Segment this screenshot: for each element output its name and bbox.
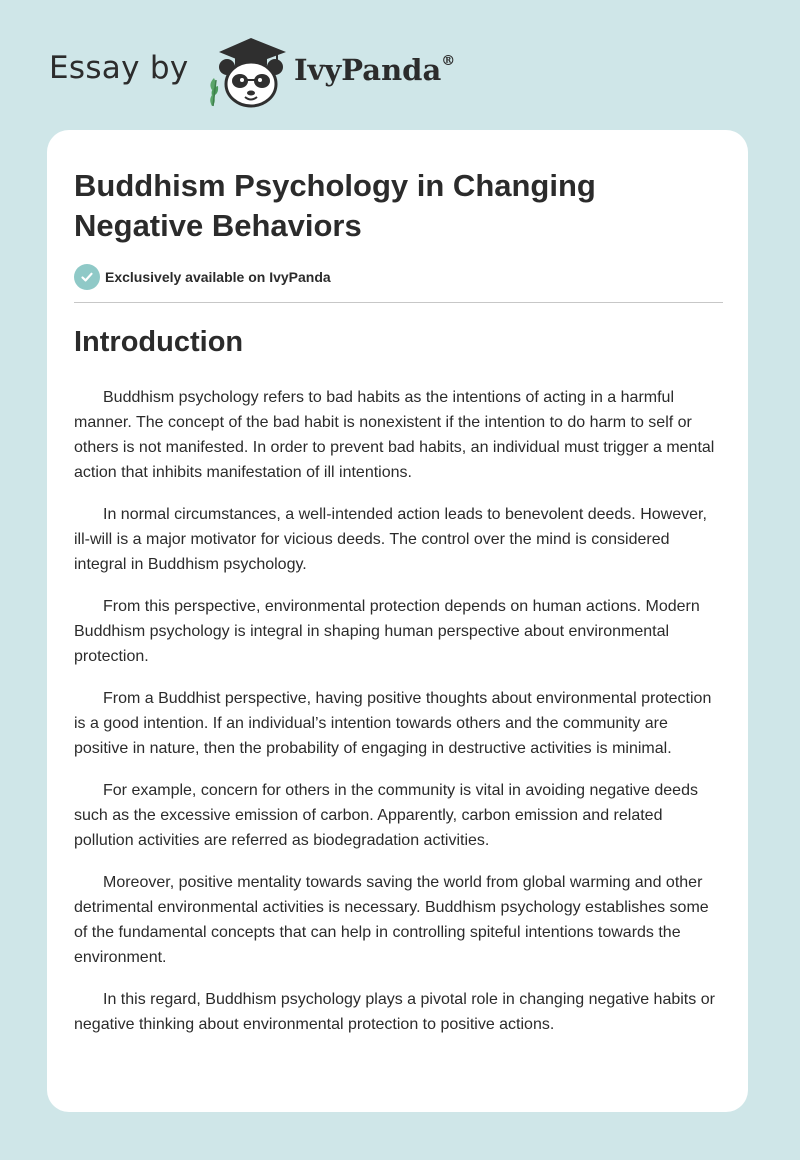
- trademark-symbol: ®: [441, 53, 456, 70]
- paragraph: From this perspective, environmental protection depends on human actions. Modern Buddhism psychology is integral in shaping human perspective about environmental protection.: [74, 598, 700, 665]
- leaf-icon: [210, 78, 218, 106]
- brand-name[interactable]: IvyPanda®: [294, 53, 456, 87]
- checkmark-icon: [74, 264, 100, 290]
- paragraph: For example, concern for others in the community is vital in avoiding negative deeds such as the excessive emission of carbon. Apparently, carbon emission and related pollution activities are referred as biodegradation activities.: [74, 782, 698, 849]
- site-header: [0, 0, 800, 130]
- essay-by-label: Essay by: [49, 50, 189, 86]
- article-title: Buddhism Psychology in Changing Negative Behaviors: [74, 168, 596, 243]
- paragraph: Buddhism psychology refers to bad habits as the intentions of acting in a harmful manner. The concept of the bad habit is nonexistent if the intention to do harm to self or others is not manifested. In order to prevent bad habits, an individual must trigger a mental action that inhibits manifestation of ill intentions.: [74, 389, 715, 481]
- paragraph: Moreover, positive mentality towards saving the world from global warming and other detrimental environmental activities is necessary. Buddhism psychology establishes some of the fundamental concepts that can help in controlling spiteful intentions towards the environment.: [74, 874, 709, 966]
- section-heading: Introduction: [74, 326, 244, 358]
- article-card: [47, 130, 748, 1112]
- exclusive-badge: [74, 264, 331, 290]
- paragraph: In this regard, Buddhism psychology plays a pivotal role in changing negative habits or negative thinking about environmental protection to positive actions.: [74, 991, 715, 1033]
- exclusive-badge-text: Exclusively available on IvyPanda: [105, 269, 331, 285]
- paragraph: From a Buddhist perspective, having positive thoughts about environmental protection is a good intention. If an individual’s intention towards others and the community are positive in nature, then the probability of engaging in destructive activities is minimal.: [74, 690, 712, 757]
- divider: [74, 302, 723, 303]
- panda-logo-icon[interactable]: [200, 34, 294, 110]
- paragraph: In normal circumstances, a well-intended action leads to benevolent deeds. However, ill-will is a major motivator for vicious deeds. The control over the mind is considered integral in Buddhism psychology.: [74, 506, 707, 573]
- article-body: [74, 385, 725, 1054]
